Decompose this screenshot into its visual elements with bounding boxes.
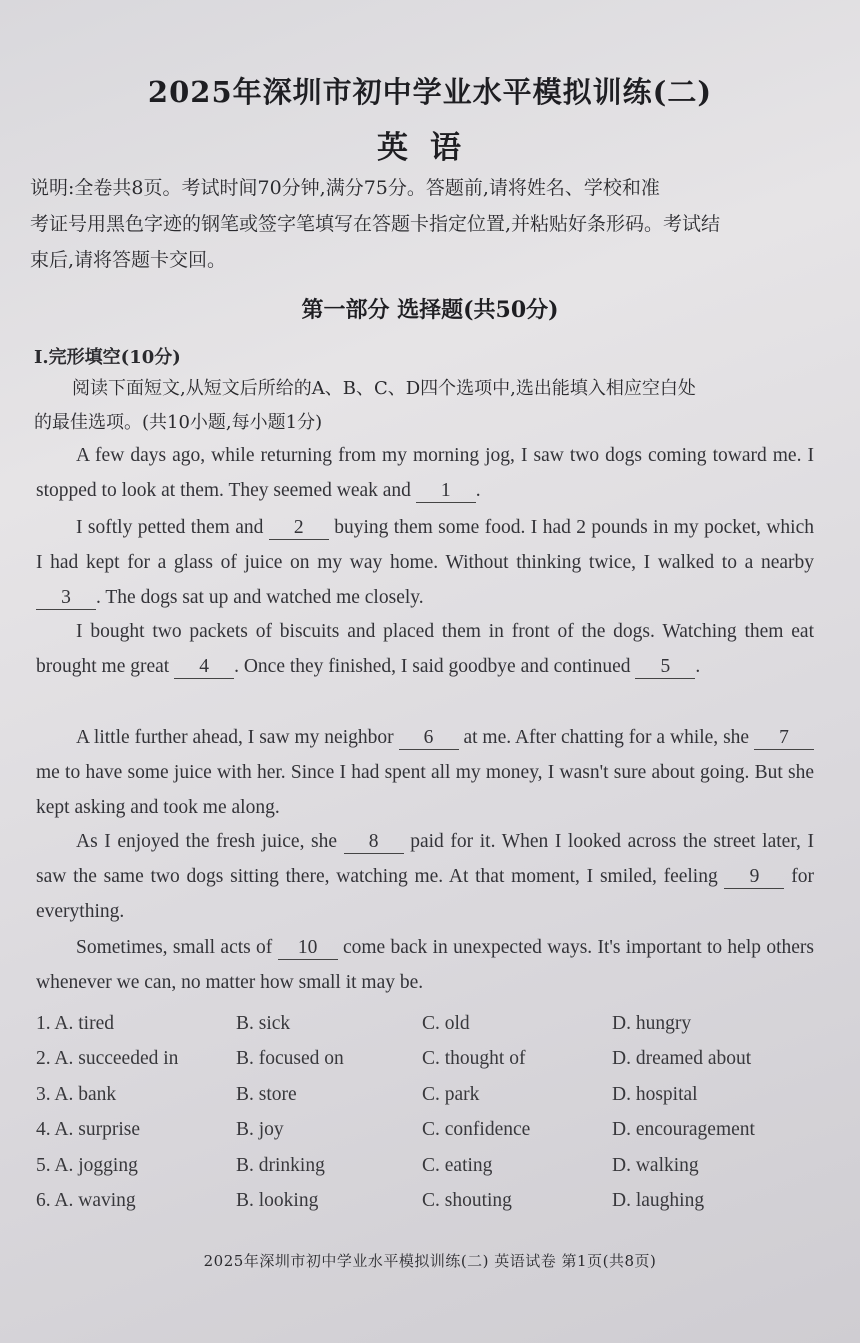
option-row xyxy=(36,1077,826,1113)
option-b: B. store xyxy=(236,1083,297,1105)
option-a: 2. A. succeeded in xyxy=(36,1048,179,1070)
blank-6: 6 xyxy=(399,727,459,750)
blank-1: 1 xyxy=(416,480,476,503)
option-c: C. eating xyxy=(422,1154,493,1176)
option-b: B. looking xyxy=(236,1190,319,1212)
answer-options xyxy=(36,1006,826,1219)
page-footer: 2025年深圳市初中学业水平模拟训练(二) 英语试卷 第1页(共8页) xyxy=(203,1252,657,1270)
blank-9: 9 xyxy=(724,866,784,889)
cloze-heading: Ⅰ.完形填空(10分) xyxy=(34,347,181,368)
exam-title: 2025年深圳市初中学业水平模拟训练(二) xyxy=(147,75,713,109)
blank-5: 5 xyxy=(635,656,695,679)
option-a: 4. A. surprise xyxy=(36,1119,140,1141)
cloze-instruction-2: 的最佳选项。(共10小题,每小题1分) xyxy=(34,412,323,433)
option-d: D. encouragement xyxy=(612,1119,755,1141)
option-row xyxy=(36,1184,826,1220)
blank-8: 8 xyxy=(344,831,404,854)
option-c: C. confidence xyxy=(422,1119,531,1141)
option-d: D. hospital xyxy=(612,1083,698,1105)
option-a: 3. A. bank xyxy=(36,1083,117,1105)
option-d: D. dreamed about xyxy=(612,1048,752,1070)
part-one-title: 第一部分 选择题(共50分) xyxy=(301,297,559,323)
option-a: 1. A. tired xyxy=(36,1012,114,1034)
option-c: C. park xyxy=(422,1083,480,1105)
blank-10: 10 xyxy=(278,937,338,960)
passage-paragraph-6: Sometimes, small acts of 10 come back in unexpected ways. It's important to help others whenever we can, no matter how small it may be. xyxy=(36,937,814,993)
option-b: B. drinking xyxy=(236,1154,325,1176)
option-b: B. joy xyxy=(236,1119,284,1141)
blank-3: 3 xyxy=(36,587,96,610)
blank-7: 7 xyxy=(754,727,814,750)
instructions-line-3: 束后,请将答题卡交回。 xyxy=(30,249,227,271)
subject-title: 英语 xyxy=(377,130,483,166)
instructions-line-1: 说明:全卷共8页。考试时间70分钟,满分75分。答题前,请将姓名、学校和准 xyxy=(30,177,660,199)
option-d: D. walking xyxy=(612,1154,699,1176)
blank-2: 2 xyxy=(269,517,329,540)
passage-paragraph-3: I bought two packets of biscuits and placed them in front of the dogs. Watching them eat brought me great 4 . Once they finished, I said goodbye and continued 5 . xyxy=(36,621,814,677)
option-a: 5. A. jogging xyxy=(36,1154,138,1176)
option-row xyxy=(36,1006,826,1042)
passage-paragraph-1: A few days ago, while returning from my morning jog, I saw two dogs coming toward me. I stopped to look at them. They seemed weak and 1 . xyxy=(36,445,814,501)
option-row xyxy=(36,1113,826,1149)
option-a: 6. A. waving xyxy=(36,1190,136,1212)
passage-paragraph-5: As I enjoyed the fresh juice, she 8 paid for it. When I looked across the street later, I saw the same two dogs sitting there, watching me. At that moment, I smiled, feeling 9 for everything. xyxy=(36,831,814,922)
instructions-line-2: 考证号用黑色字迹的钢笔或签字笔填写在答题卡指定位置,并粘贴好条形码。考试结 xyxy=(30,213,721,235)
cloze-instruction-1: 阅读下面短文,从短文后所给的A、B、C、D四个选项中,选出能填入相应空白处 xyxy=(72,378,696,399)
option-b: B. sick xyxy=(236,1012,291,1034)
option-b: B. focused on xyxy=(236,1048,344,1070)
passage-paragraph-2: I softly petted them and 2 buying them some food. I had 2 pounds in my pocket, which I had kept for a glass of juice on my way home. Without thinking twice, I walked to a nearby 3 . The dogs sat up and watched me closely. xyxy=(36,517,815,608)
option-c: C. thought of xyxy=(422,1048,526,1070)
option-d: D. hungry xyxy=(612,1012,692,1034)
passage-paragraph-4: A little further ahead, I saw my neighbor 6 at me. After chatting for a while, she 7 me to have some juice with her. Since I had spent all my money, I wasn't sure about going. But she kept asking and took me along. xyxy=(36,727,814,818)
option-d: D. laughing xyxy=(612,1190,705,1212)
option-c: C. shouting xyxy=(422,1190,512,1212)
option-row xyxy=(36,1148,826,1184)
option-row xyxy=(36,1042,826,1078)
blank-4: 4 xyxy=(174,656,234,679)
option-c: C. old xyxy=(422,1012,470,1034)
